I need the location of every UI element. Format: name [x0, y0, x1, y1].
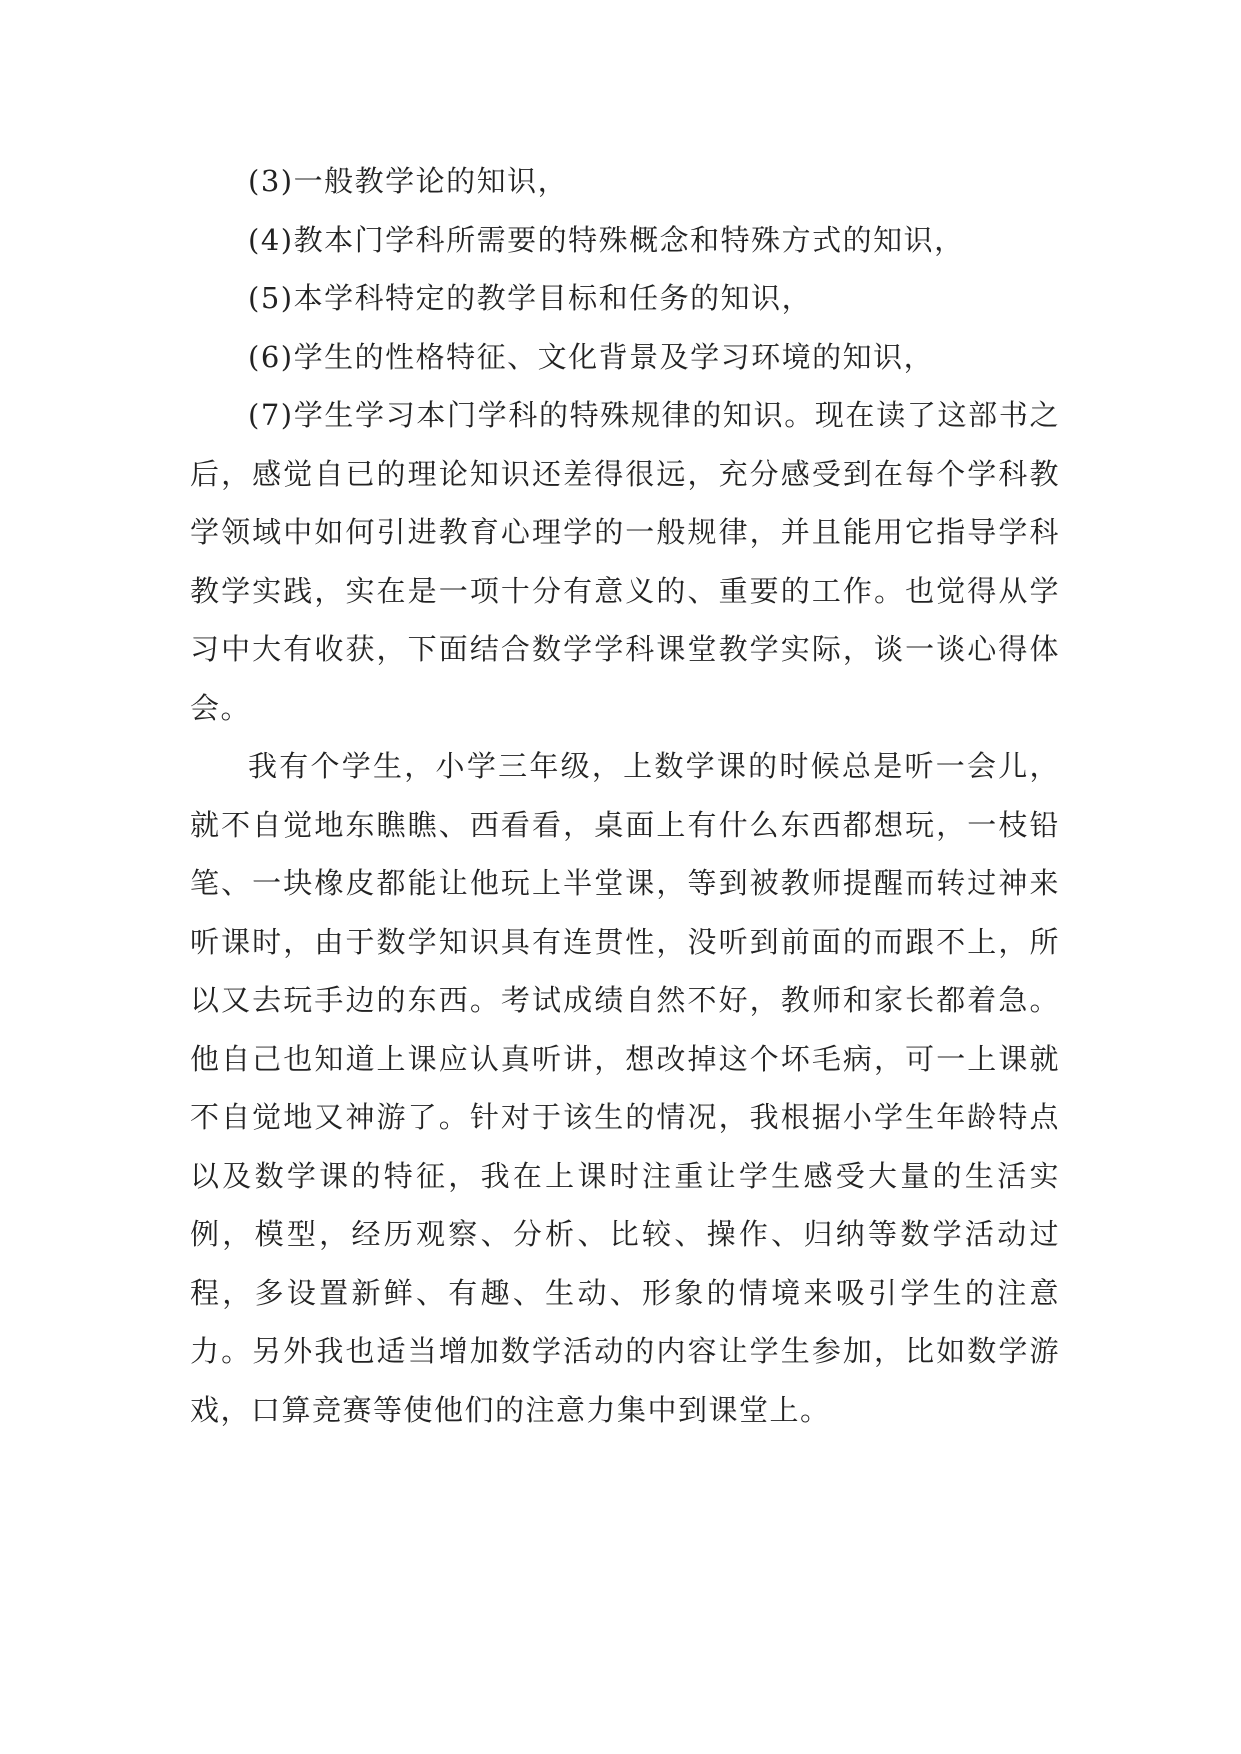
paragraph-item-3: (3)一般教学论的知识，: [248, 164, 569, 198]
paragraph-student-case: 我有个学生，小学三年级，上数学课的时候总是听一会儿，就不自觉地东瞧瞧、西看看，桌面上有什么东西都想玩，一枝铅笔、一块橡皮都能让他玩上半堂课，等到被教师提醒而转过神来听课时，由于数学知识具有连贯性，没听到前面的而跟不上，所以又去玩手边的东西。考试成绩自然不好，教师和家长都着急。他自己也知道上课应认真听讲，想改掉这个坏毛病，可一上课就不自觉地又神游了。针对于该生的情况，我根据小学生年龄特点以及数学课的特征，我在上课时注重让学生感受大量的生活实例，模型，经历观察、分析、比较、操作、归纳等数学活动过程，多设置新鲜、有趣、生动、形象的情境来吸引学生的注意力。另外我也适当增加数学活动的内容让学生参加，比如数学游戏，口算竞赛等使他们的注意力集中到课堂上。: [190, 749, 1060, 1427]
paragraph-item-4: (4)教本门学科所需要的特殊概念和特殊方式的知识，: [248, 222, 965, 257]
document-body: [190, 152, 1060, 1439]
paragraph-item-6: (6)学生的性格特征、文化背景及学习环境的知识，: [248, 339, 935, 374]
paragraph-item-5: (5)本学科特定的教学目标和任务的知识，: [248, 281, 813, 315]
paragraph-item-7: (7)学生学习本门学科的特殊规律的知识。现在读了这部书之后，感觉自已的理论知识还差得很远，充分感受到在每个学科教学领域中如何引进教育心理学的一般规律，并且能用它指导学科教学实践，实在是一项十分有意义的、重要的工作。也觉得从学习中大有收获，下面结合数学学科课堂教学实际，谈一谈心得体会。: [190, 398, 1060, 725]
